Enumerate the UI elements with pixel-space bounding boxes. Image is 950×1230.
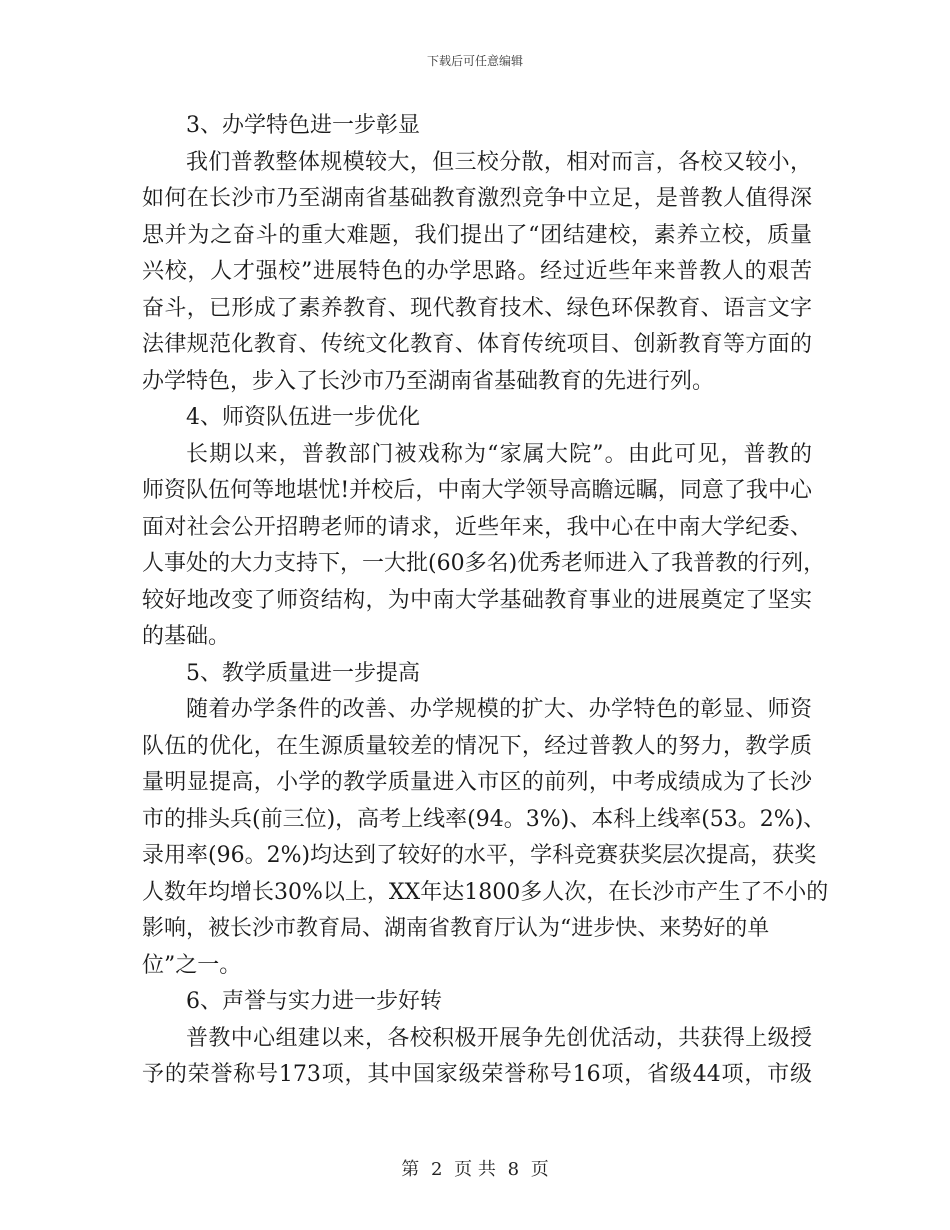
text-line: 较好地改变了师资结构，为中南大学基础教育事业的进展奠定了坚实: [142, 587, 812, 613]
text-line: 市的排头兵(前三位)，高考上线率(94。3%)、本科上线率(53。2%)、: [142, 806, 826, 832]
page-footer: [0, 1155, 950, 1181]
text-line: 奋斗，已形成了素养教育、现代教育技术、绿色环保教育、语言文字: [142, 295, 812, 321]
text-line: 面对社会公开招聘老师的请求，近些年来，我中心在中南大学纪委、: [142, 514, 812, 540]
text-line: 普教中心组建以来，各校积极开展争先创优活动，共获得上级授: [186, 1025, 812, 1051]
text-line: 影响，被长沙市教育局、湖南省教育厅认为“进步快、来势好的单: [142, 916, 770, 941]
footer-page-number: 2: [430, 1159, 443, 1180]
text-line: 人事处的大力支持下，一大批(60多名)优秀老师进入了我普教的行列，: [142, 551, 826, 576]
text-line: 3、办学特色进一步彰显: [186, 113, 420, 138]
document-body: [142, 108, 829, 1094]
text-line: 长期以来，普教部门被戏称为“家属大院”。由此可见，普教的: [186, 441, 812, 467]
text-line: 5、教学质量进一步提高: [186, 660, 420, 686]
footer-suffix: 页: [530, 1159, 549, 1180]
text-line: 随着办学条件的改善、办学规模的扩大、办学特色的彰显、师资: [186, 697, 812, 722]
text-line: 予的荣誉称号173项，其中国家级荣誉称号16项，省级44项，市级: [142, 1062, 812, 1087]
text-line: 的基础。: [142, 624, 231, 649]
text-line: 录用率(96。2%)均达到了较好的水平，学科竞赛获奖层次提高，获奖: [142, 843, 817, 868]
text-line: 兴校，人才强校”进展特色的办学思路。经过近些年来普教人的艰苦: [142, 259, 812, 284]
text-line: 如何在长沙市乃至湖南省基础教育激烈竞争中立足，是普教人值得深: [142, 186, 812, 211]
footer-total-pages: 8: [507, 1159, 520, 1180]
text-line: 法律规范化教育、传统文化教育、体育传统项目、创新教育等方面的: [142, 332, 812, 357]
text-line: 6、声誉与实力进一步好转: [186, 989, 442, 1014]
text-line: 位”之一。: [142, 952, 242, 978]
text-line: 思并为之奋斗的重大难题，我们提出了“团结建校，素养立校，质量: [142, 222, 812, 248]
text-line: 队伍的优化，在生源质量较差的情况下，经过普教人的努力，教学质: [142, 733, 812, 759]
text-line: 办学特色，步入了长沙市乃至湖南省基础教育的先进行列。: [142, 368, 715, 394]
text-line: 人数年均增长30%以上，XX年达1800多人次，在长沙市产生了不小的: [142, 879, 829, 905]
footer-mid: 页 共: [454, 1159, 496, 1180]
text-line: 师资队伍何等地堪忧!并校后，中南大学领导高瞻远瞩，同意了我中心: [142, 478, 812, 503]
text-line: 我们普教整体规模较大，但三校分散，相对而言，各校又较小，: [186, 149, 812, 175]
footer-prefix: 第: [401, 1159, 420, 1180]
text-line: 量明显提高，小学的教学质量进入市区的前列，中考成绩成为了长沙: [142, 770, 812, 795]
text-line: 4、师资队伍进一步优化: [186, 405, 420, 430]
page-header: 下载后可任意编辑: [426, 54, 523, 68]
